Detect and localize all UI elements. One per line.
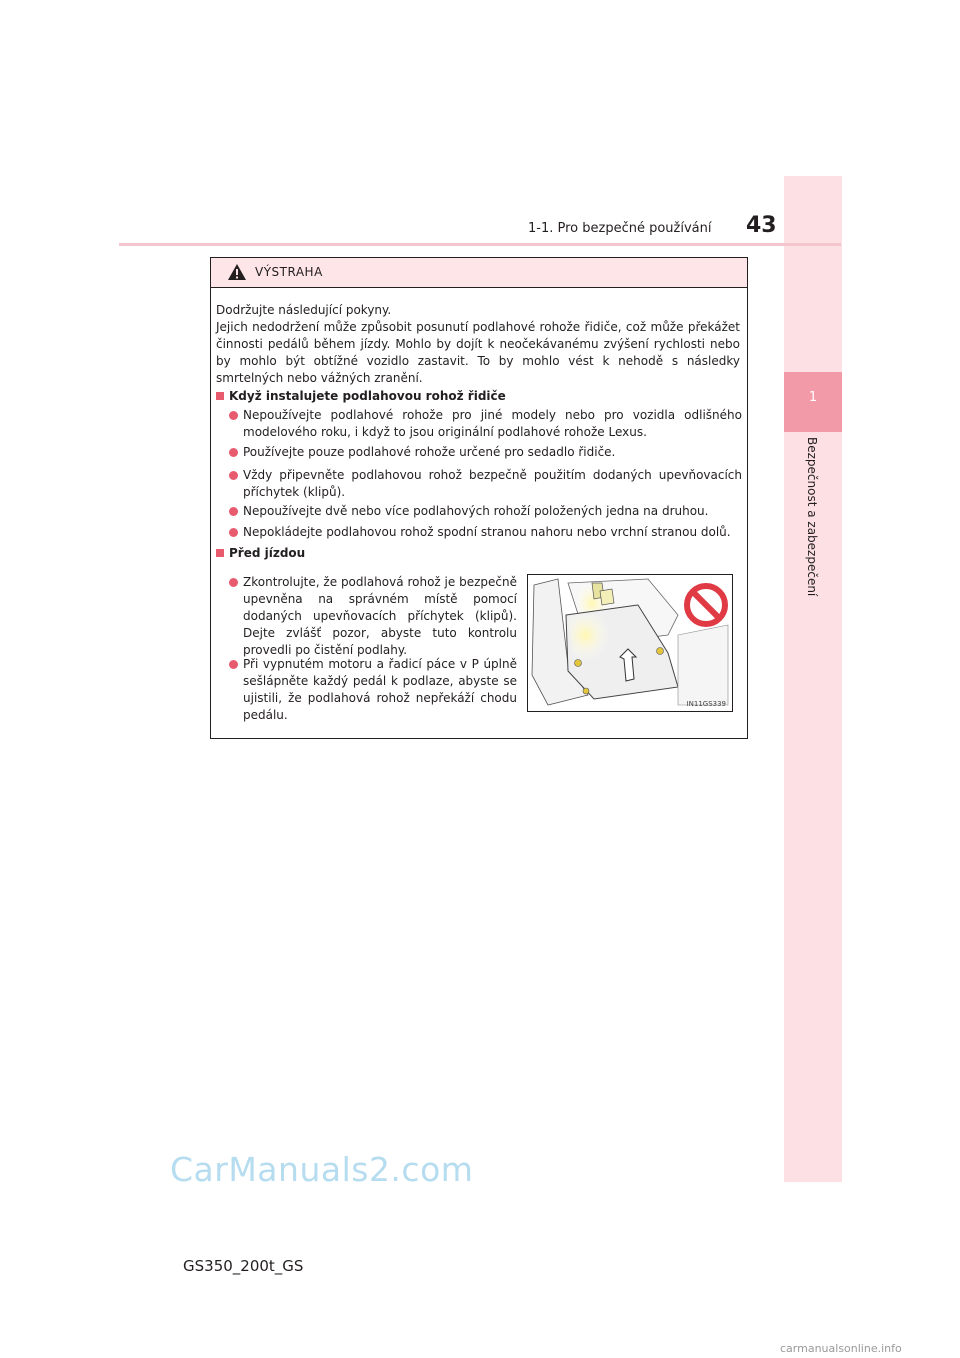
chapter-label: Bezpečnost a zabezpečení <box>805 437 819 597</box>
chapter-number: 1 <box>808 390 818 405</box>
list-item: Nepoužívejte dvě nebo více podlahových rohoží položených jedna na druhou. <box>229 503 742 520</box>
section-title: 1-1. Pro bezpečné používání <box>528 221 712 236</box>
prohibition-icon <box>687 586 725 624</box>
heading-text: Když instalujete podlahovou rohož řidiče <box>229 389 506 403</box>
bullet-dot-icon <box>229 660 238 669</box>
model-code: GS350_200t_GS <box>183 1257 304 1275</box>
illustration-code: IN11GS339 <box>686 700 726 708</box>
bullet-dot-icon <box>229 507 238 516</box>
floor-mat-illustration <box>527 574 733 712</box>
warning-header <box>211 258 747 288</box>
list-item: Zkontrolujte, že podlahová rohož je bezpečně upevněna na správném místě pomocí dodaných upevňovacích příchytek (klipů). Dejte zvlášť pozor, abyste tuto kontrolu provedli po čistění podlahy. <box>229 574 517 659</box>
warning-triangle-icon <box>227 263 247 281</box>
site-url[interactable]: carmanualsonline.info <box>780 1342 902 1355</box>
section-heading-install <box>216 389 506 403</box>
list-item: Nepokládejte podlahovou rohož spodní stranou nahoru nebo vrchní stranou dolů. <box>229 524 742 541</box>
bullet-dot-icon <box>229 471 238 480</box>
intro-line: Dodržujte následující pokyny. <box>216 303 392 317</box>
bullet-dot-icon <box>229 528 238 537</box>
side-strip <box>784 176 842 1182</box>
floor-mat-drawing <box>528 575 732 711</box>
header-rule <box>119 243 841 246</box>
bullet-dot-icon <box>229 411 238 420</box>
watermark[interactable]: CarManuals2.com <box>170 1150 474 1189</box>
page-number: 43 <box>746 213 777 238</box>
square-marker-icon <box>216 549 224 557</box>
list-item: Při vypnutém motoru a řadicí páce v P úplně sešlápněte každý pedál k podlaze, abyste se ujistili, že podlahová rohož nepřekáží chodu pedálu. <box>229 656 517 724</box>
intro-text: Jejich nedodržení může způsobit posunutí podlahové rohože řidiče, což může překážet činnosti pedálů během jízdy. Mohlo by dojít k neočekávanému zvýšení rychlosti nebo by mohlo být obtížné vozidlo zastavit. To by mohlo vést k nehodě s následky smrtelných nebo vážných zranění. <box>216 320 740 385</box>
list-item: Používejte pouze podlahové rohože určené pro sedadlo řidiče. <box>229 444 742 461</box>
square-marker-icon <box>216 392 224 400</box>
list-item: Vždy připevněte podlahovou rohož bezpečně použitím dodaných upevňovacích příchytek (klipů). <box>229 467 742 501</box>
section-heading-before-driving <box>216 546 305 560</box>
list-item: Nepoužívejte podlahové rohože pro jiné modely nebo pro vozidla odlišného modelového roku, i když to jsou originální podlahové rohože Lexus. <box>229 407 742 441</box>
warning-intro <box>216 302 740 387</box>
warning-title: VÝSTRAHA <box>255 265 323 279</box>
bullet-dot-icon <box>229 448 238 457</box>
heading-text: Před jízdou <box>229 546 306 560</box>
warning-box <box>210 257 748 739</box>
bullet-dot-icon <box>229 578 238 587</box>
